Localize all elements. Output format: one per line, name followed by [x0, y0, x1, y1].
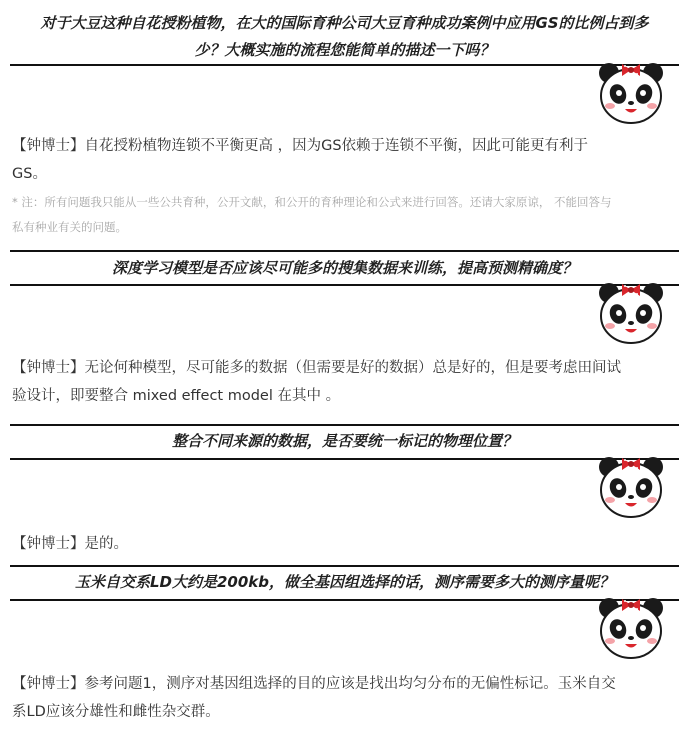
question-3-divider: [10, 458, 679, 460]
note-line-2: 私有种业有关的问题。: [12, 220, 127, 234]
disclaimer-note: [12, 190, 678, 240]
question-2: [14, 255, 675, 282]
question-1-line-2: 少？大概实施的流程您能简单的描述一下吗？: [194, 41, 495, 59]
answer-3-line-1: 【钟博士】是的。: [12, 536, 128, 552]
answer-4: [12, 670, 678, 726]
question-1: [14, 10, 675, 64]
question-2-divider: [10, 284, 679, 286]
question-4-top-rule: [10, 565, 679, 567]
answer-1-line-1: 【钟博士】自花授粉植物连锁不平衡更高 ，因为GS依赖于连锁不平衡，因此可能更有利于: [12, 138, 589, 154]
question-3-top-rule: [10, 424, 679, 426]
answer-4-line-1: 【钟博士】参考问题1，测序对基因组选择的目的应该是找出均匀分布的无偏性标记。玉米自交: [12, 676, 616, 692]
answer-2-line-2: 验设计，即要整合 mixed effect model 在其中 。: [12, 388, 341, 404]
question-3: [14, 428, 675, 455]
question-1-divider: [10, 64, 679, 66]
question-2-top-rule: [10, 250, 679, 252]
panda-mascot-icon: [596, 274, 666, 346]
answer-2: [12, 354, 678, 410]
panda-mascot-icon: [596, 589, 666, 661]
panda-mascot-icon: [596, 54, 666, 126]
question-3-line-1: 整合不同来源的数据，是否要统一标记的物理位置？: [171, 432, 517, 450]
question-4-line-1: 玉米自交系LD大约是200kb，做全基因组选择的话，测序需要多大的测序量呢？: [74, 573, 615, 591]
question-2-line-1: 深度学习模型是否应该尽可能多的搜集数据来训练，提高预测精确度？: [111, 259, 577, 277]
answer-1: [12, 132, 678, 188]
note-line-1: * 注：所有问题我只能从一些公共育种，公开文献，和公开的育种理论和公式来进行回答。还请大家原谅， 不能回答与: [12, 195, 612, 209]
question-1-line-1: 对于大豆这种自花授粉植物，在大的国际育种公司大豆育种成功案例中应用GS的比例占到多: [40, 14, 649, 32]
answer-3: [12, 530, 678, 558]
answer-1-line-2: GS。: [12, 166, 47, 182]
panda-mascot-icon: [596, 448, 666, 520]
answer-4-line-2: 系LD应该分雄性和雌性杂交群。: [12, 704, 220, 720]
answer-2-line-1: 【钟博士】无论何种模型，尽可能多的数据（但需要是好的数据）总是好的，但是要考虑田间试: [12, 360, 621, 376]
question-4: [14, 569, 675, 596]
question-4-divider: [10, 599, 679, 601]
